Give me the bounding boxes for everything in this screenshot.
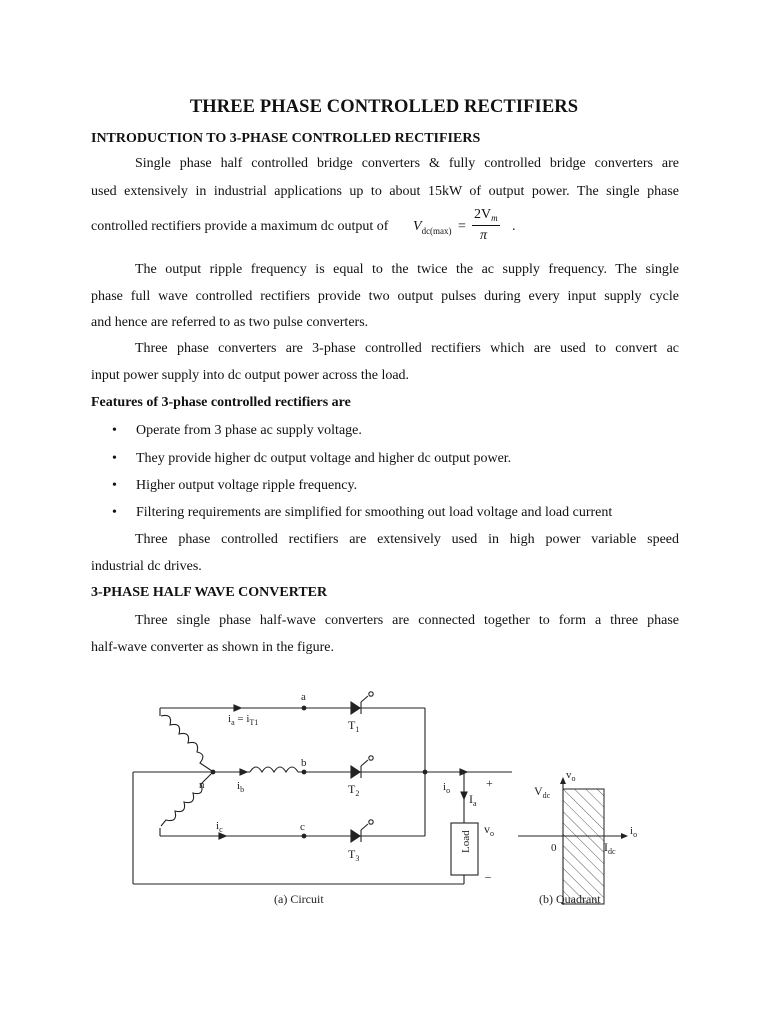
label-t3: $T_3$ [348, 847, 360, 863]
node-dot-b [302, 770, 307, 775]
label-node-b: b [301, 757, 307, 769]
label-q-vdc: $V_{dc}$ [534, 784, 551, 800]
bullet-marker: • [112, 423, 117, 438]
paragraph-line: input power supply into dc output power across the load. [91, 368, 410, 383]
formula-numerator: 2V [474, 207, 492, 222]
bullet-marker: • [112, 451, 117, 466]
page-title: THREE PHASE CONTROLLED RECTIFIERS [189, 97, 579, 117]
paragraph-line: industrial dc drives. [91, 559, 202, 574]
quadrant-hatched-region [563, 789, 604, 904]
section-heading-half-wave: 3-PHASE HALF WAVE CONVERTER [91, 585, 328, 600]
arrow-io-axis [621, 833, 628, 839]
quadrant-diagram [518, 769, 637, 906]
caption-quadrant: (b) Quadrant [539, 892, 601, 906]
formula-equals: = [458, 219, 466, 234]
list-item: They provide higher dc output voltage and higher dc output power. [136, 451, 512, 466]
node-dot-a [302, 706, 307, 711]
paragraph-line: phase full wave controlled rectifiers provide two output pulses during every input supply cycle [91, 289, 679, 304]
label-node-a: a [301, 691, 306, 703]
arrow-ib [240, 769, 247, 775]
bullet-marker: • [112, 505, 117, 520]
paragraph-line: The output ripple frequency is equal to the twice the ac supply frequency. The single [135, 262, 679, 277]
label-ia-eq: $i_a = i_{T1}$ [228, 713, 259, 727]
label-ic: $i_c$ [216, 820, 223, 834]
label-plus: + [486, 776, 493, 790]
label-q-vo: $v_o$ [566, 769, 576, 783]
node-dot-out [423, 770, 428, 775]
label-t1: $T_1$ [348, 718, 360, 734]
formula-numerator-sub: m [491, 213, 498, 223]
formula-denominator: π [480, 228, 488, 243]
winding-phase-c [161, 772, 213, 826]
circuit-diagram [133, 692, 512, 884]
label-q-zero: 0 [551, 842, 557, 854]
paragraph-line: Three single phase half-wave converters are connected together to form a three phase [135, 613, 679, 628]
label-io: $i_o$ [443, 781, 451, 795]
paragraph-line: and hence are referred to as two pulse converters. [91, 315, 369, 330]
thyristor-t3 [351, 820, 373, 842]
label-load: Load [460, 830, 472, 853]
winding-phase-a [161, 715, 215, 773]
paragraph-line: half-wave converter as shown in the figure. [91, 640, 334, 655]
paragraph-line: Three phase controlled rectifiers are extensively used in high power variable speed [135, 532, 679, 547]
label-q-idc: $I_{dc}$ [604, 840, 616, 856]
formula-lhs-sub: dc(max) [421, 226, 452, 236]
section-heading-intro: INTRODUCTION TO 3-PHASE CONTROLLED RECTIFIERS [91, 131, 481, 146]
list-item: Filtering requirements are simplified for smoothing out load voltage and load current [136, 505, 613, 520]
formula-lhs: V [413, 219, 422, 234]
node-dot-c [302, 834, 307, 839]
label-Ia: $I_a$ [469, 792, 477, 808]
node-dot-n [211, 770, 216, 775]
label-ib: $i_b$ [237, 780, 245, 794]
paragraph-line: Single phase half controlled bridge converters & fully controlled bridge converters are [135, 156, 679, 171]
paragraph-line: controlled rectifiers provide a maximum dc output of [91, 219, 389, 234]
caption-circuit: (a) Circuit [274, 892, 324, 906]
label-vo: $v_o$ [484, 822, 494, 838]
thyristor-t1 [351, 692, 373, 714]
thyristor-t2 [351, 756, 373, 778]
list-item: Operate from 3 phase ac supply voltage. [136, 423, 362, 438]
label-node-c: c [300, 821, 305, 833]
label-minus: – [485, 869, 491, 883]
list-item: Higher output voltage ripple frequency. [136, 478, 358, 493]
features-heading: Features of 3-phase controlled rectifiers are [91, 395, 351, 410]
arrow-ia [234, 705, 241, 711]
paragraph-line: used extensively in industrial applications up to about 15kW of output power. The single phase [91, 184, 679, 199]
paragraph-line: Three phase converters are 3-phase controlled rectifiers which are used to convert ac [135, 341, 679, 356]
circuit-labels [199, 691, 494, 906]
winding-phase-b [250, 767, 298, 772]
arrow-Ia [461, 792, 467, 799]
label-node-n: n [199, 779, 205, 791]
bullet-marker: • [112, 478, 117, 493]
formula-period: . [512, 219, 516, 234]
label-t2: $T_2$ [348, 782, 360, 798]
label-q-io: $i_o$ [630, 825, 638, 839]
